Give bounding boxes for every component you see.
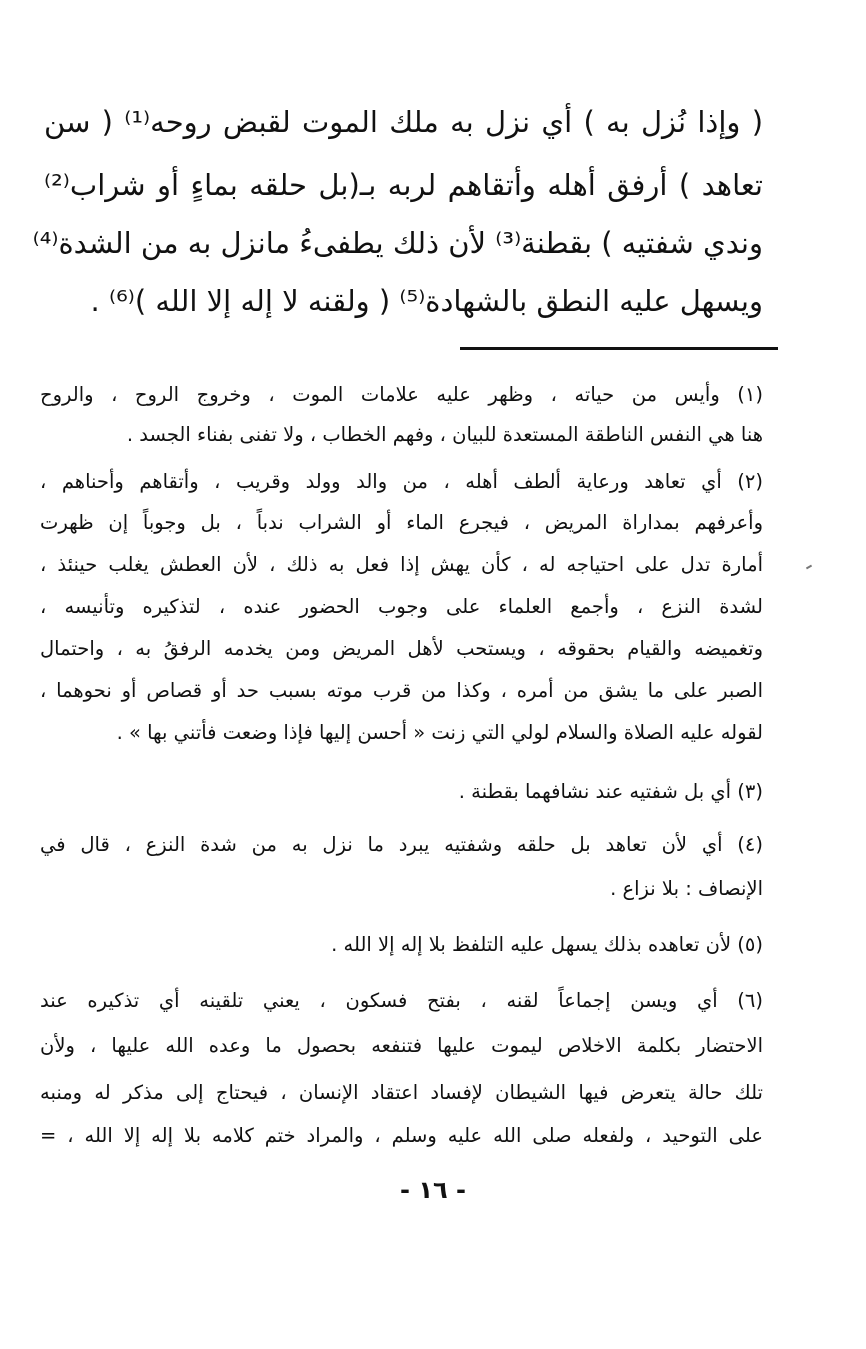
- footnote-divider: [460, 347, 778, 350]
- footnote-line: تلك حالة يتعرض فيها الشيطان لإفساد اعتقاد الإنسان ، فيحتاج إلى مذكر له ومنبه: [40, 1081, 763, 1104]
- footnote-line: لشدة النزع ، وأجمع العلماء على وجوب الحضور عنده ، لتذكيره وتأنيسه ،: [40, 595, 763, 618]
- footnote-line: الصبر على ما يشق من أمره ، وكذا من قرب موته بسبب حد أو قصاص أو نحوهما ،: [40, 679, 763, 702]
- footnote-line: (٥) لأن تعاهده بذلك يسهل عليه التلفظ بلا إله إلا الله .: [331, 933, 763, 956]
- main-text-line: وندي شفتيه ) بقطنة⁽³⁾ لأن ذلك يطفىءُ مانزل به من الشدة⁽⁴⁾: [32, 226, 763, 260]
- footnote-line: (٣) أي بل شفتيه عند نشافهما بقطنة .: [458, 780, 763, 803]
- footnote-line: على التوحيد ، ولفعله صلى الله عليه وسلم ، والمراد ختم كلامه بلا إله إلا الله ، =: [40, 1124, 763, 1147]
- footnote-line: (٢) أي تعاهد ورعاية ألطف أهله ، من والد وولد وقريب ، وأتقاهم وأحناهم ،: [40, 470, 763, 493]
- margin-mark: [806, 565, 812, 570]
- footnote-line: (١) وأيس من حياته ، وظهر عليه علامات الموت ، وخروج الروح ، والروح: [40, 383, 763, 406]
- footnote-line: (٤) أي لأن تعاهد بل حلقه وشفتيه يبرد ما نزل به من شدة النزع ، قال في: [40, 833, 763, 856]
- footnote-line: الإنصاف : بلا نزاع .: [610, 877, 763, 900]
- footnote-line: وأعرفهم بمداراة المريض ، فيجرع الماء أو الشراب ندباً ، بل وجوباً إن ظهرت: [40, 511, 763, 534]
- footnote-line: أمارة تدل على احتياجه له ، كأن يهش إذا فعل به ذلك ، لأن العطش يغلب حينئذ ،: [40, 553, 763, 576]
- footnote-line: وتغميضه والقيام بحقوقه ، ويستحب لأهل المريض ومن يخدمه الرفقُ به ، واحتمال: [40, 637, 763, 660]
- footnote-line: (٦) أي ويسن إجماعاً لقنه ، بفتح فسكون ، يعني تلقينه أي تذكيره عند: [40, 989, 763, 1012]
- main-text-line: تعاهد ) أرفق أهله وأتقاهم لربه بـ(بل حلقه بماءٍ أو شراب⁽²⁾: [44, 168, 763, 202]
- footnote-line: لقوله عليه الصلاة والسلام لولي التي زنت « أحسن إليها فإذا وضعت فأتني بها » .: [116, 721, 763, 744]
- page-number: - ١٦ -: [400, 1176, 466, 1204]
- main-text-line: ( وإذا نُزل به ) أي نزل به ملك الموت لقبض روحه⁽¹⁾ ( سن: [44, 105, 764, 139]
- main-text-line: ويسهل عليه النطق بالشهادة⁽⁵⁾ ( ولقنه لا إله إلا الله )⁽⁶⁾ .: [90, 284, 763, 318]
- footnote-line: هنا هي النفس الناطقة المستعدة للبيان ، وفهم الخطاب ، ولا تفنى بفناء الجسد .: [126, 423, 763, 446]
- footnote-line: الاحتضار بكلمة الاخلاص ليموت عليها فتنفعه بحصول ما وعده الله عليها ، ولأن: [40, 1034, 763, 1057]
